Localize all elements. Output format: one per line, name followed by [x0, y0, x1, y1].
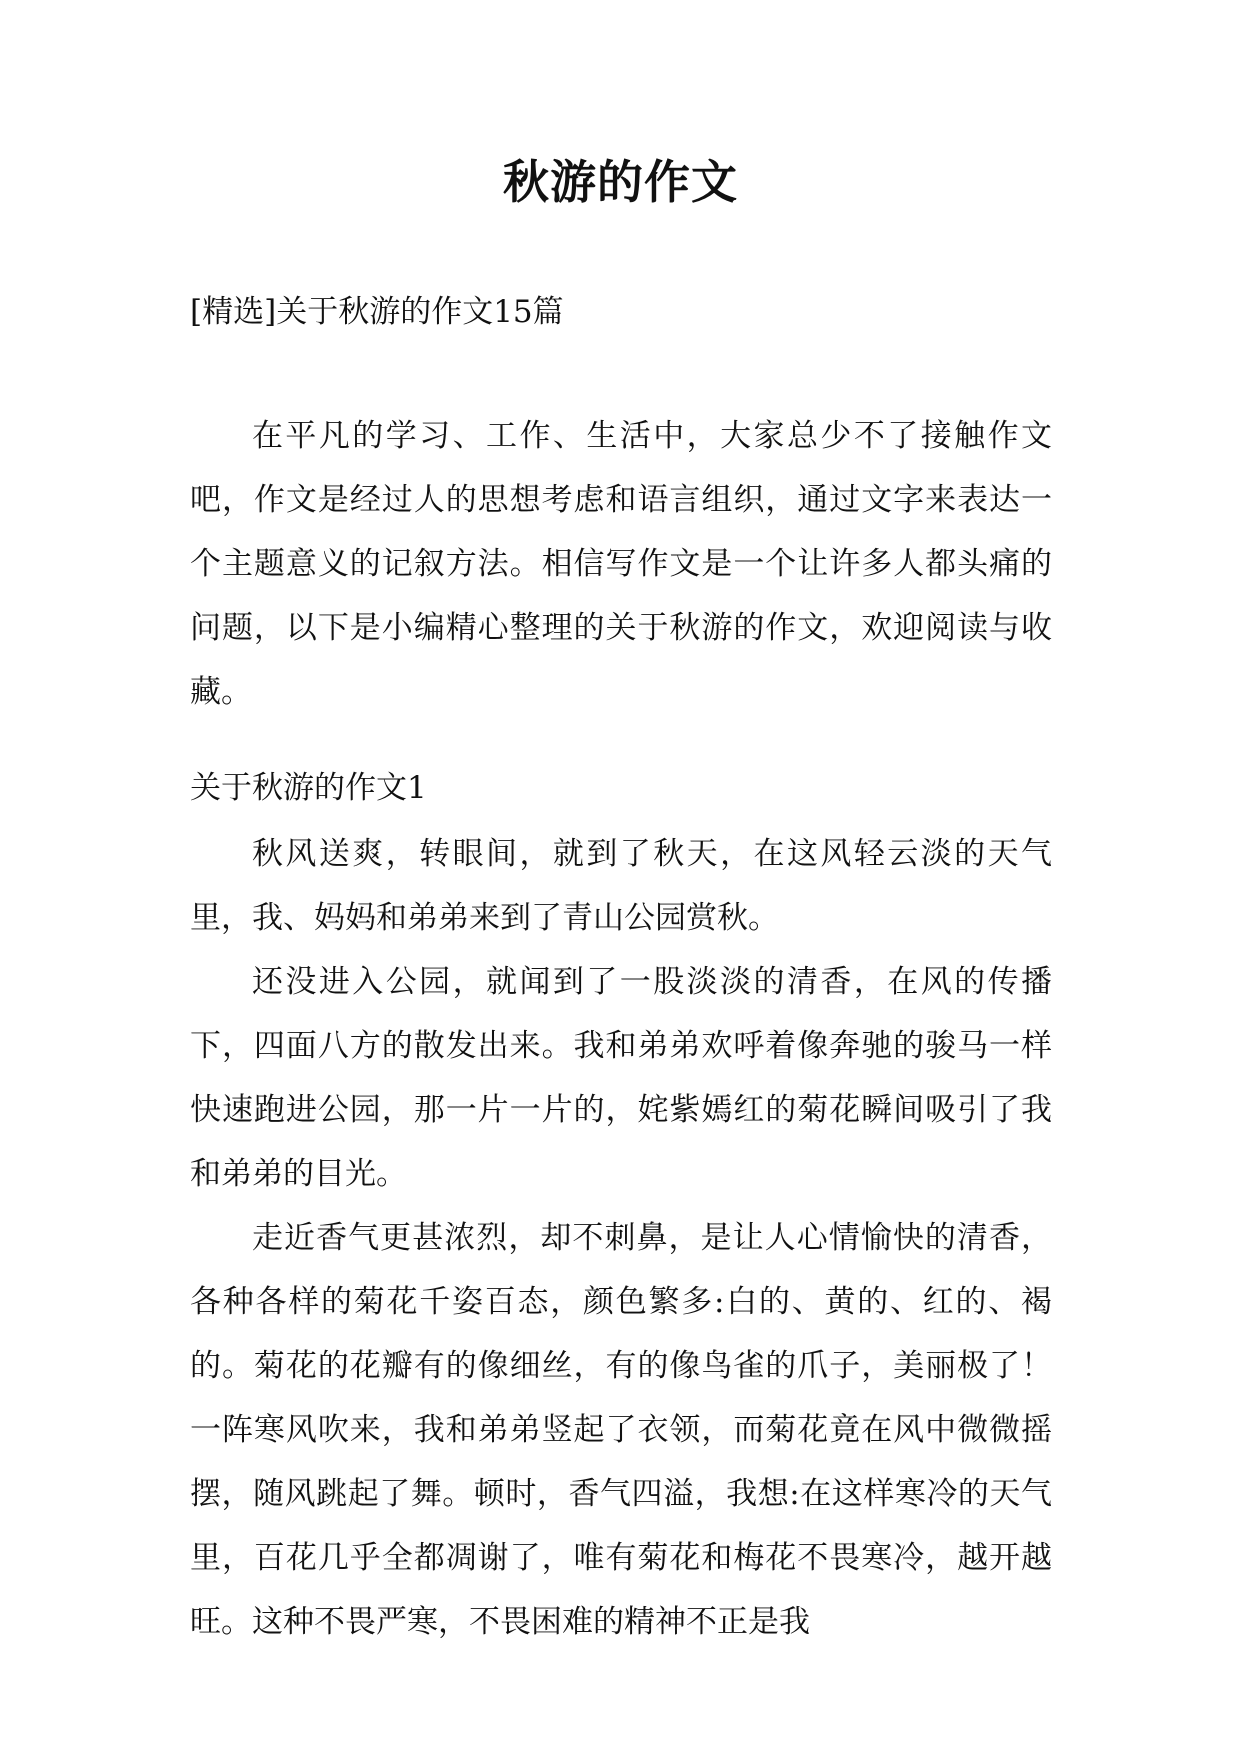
essay-section	[190, 756, 1052, 1654]
intro-block	[190, 404, 1052, 724]
section-heading: 关于秋游的作文1	[190, 770, 427, 806]
essay-paragraph-1: 秋风送爽，转眼间，就到了秋天，在这风轻云淡的天气里，我、妈妈和弟弟来到了青山公园赏秋。	[190, 836, 1052, 936]
document-subtitle: [精选]关于秋游的作文15篇	[190, 294, 564, 330]
document-title: 秋游的作文	[503, 155, 738, 209]
essay-paragraph-2: 还没进入公园，就闻到了一股淡淡的清香，在风的传播下，四面八方的散发出来。我和弟弟欢呼着像奔驰的骏马一样快速跑进公园，那一片一片的，姹紫嫣红的菊花瞬间吸引了我和弟弟的目光。	[190, 964, 1052, 1192]
intro-paragraph: 在平凡的学习、工作、生活中，大家总少不了接触作文吧，作文是经过人的思想考虑和语言组织，通过文字来表达一个主题意义的记叙方法。相信写作文是一个让许多人都头痛的问题，以下是小编精心整理的关于秋游的作文，欢迎阅读与收藏。	[190, 418, 1052, 710]
essay-paragraph-3: 走近香气更甚浓烈，却不刺鼻，是让人心情愉快的清香，各种各样的菊花千姿百态，颜色繁多:白的、黄的、红的、褐的。菊花的花瓣有的像细丝，有的像鸟雀的爪子，美丽极了！一阵寒风吹来，我和弟弟竖起了衣领，而菊花竟在风中微微摇摆，随风跳起了舞。顿时，香气四溢，我想:在这样寒冷的天气里，百花几乎全都凋谢了，唯有菊花和梅花不畏寒冷，越开越旺。这种不畏严寒，不畏困难的精神不正是我	[190, 1220, 1052, 1640]
